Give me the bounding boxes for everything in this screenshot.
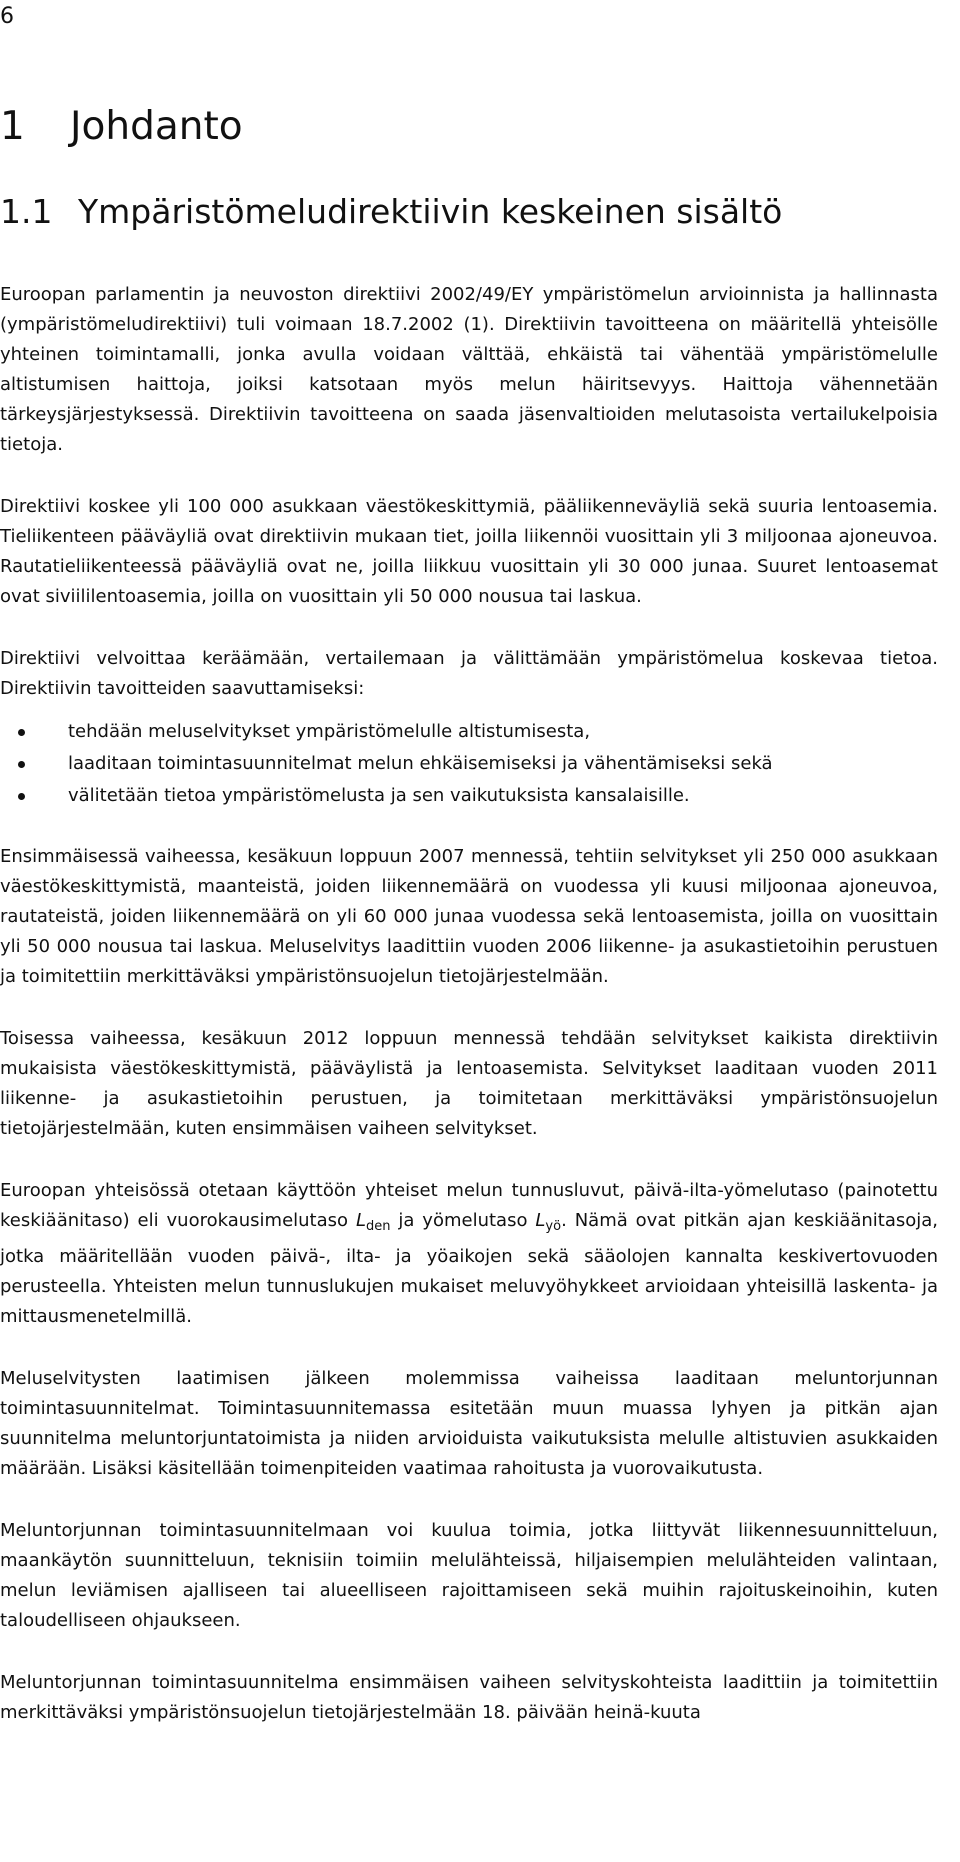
paragraph-first-phase: Ensimmäisessä vaiheessa, kesäkuun loppuun 2007 mennessä, tehtiin selvitykset yli 250 000 asukkaan väestökeskittymistä, maanteistä, joiden liikennemäärä on vuodessa yli kuusi miljoonaa ajoneuvoa, rautateistä, joiden liikennemäärä on yli 60 000 junaa vuodessa sekä lentoasemista, joilla on vuosittain yli 50 000 nousua tai laskua. Meluselvitys laadittiin vuoden 2006 liikenne- ja asukastietoihin perustuen ja toimitettiin merkittäväksi ympäristönsuojelun tietojärjestelmään. [0,846,938,987]
paragraph-directive-obligations: Direktiivi velvoittaa keräämään, vertailemaan ja välittämään ympäristömelua koskevaa tietoa. Direktiivin tavoitteiden saavuttamiseksi: [0,648,938,699]
chapter-number: 1 [0,104,25,149]
paragraph-action-plan-delivery: Meluntorjunnan toimintasuunnitelma ensimmäisen vaiheen selvityskohteista laadittiin ja toimitettiin merkittäväksi ympäristönsuojelun tietojärjestelmään 18. päivään heinä-kuuta [0,1672,938,1723]
chapter-title: Johdanto [70,104,243,149]
list-item-text: välitetään tietoa ympäristömelusta ja sen vaikutuksista kansalaisille. [68,785,690,806]
page-number: 6 [0,4,14,29]
paragraph-action-plans: Meluselvitysten laatimisen jälkeen molemmissa vaiheissa laaditaan meluntorjunnan toimintasuunnitelmat. Toimintasuunnitemassa esitetään muun muassa lyhyen ja pitkän ajan suunnitelma meluntorjuntatoimista ja niiden arvioiduista vaikutuksista melulle altistuvien asukkaiden määrään. Lisäksi käsitellään toimenpiteiden vaatimaa rahoitusta ja vuorovaikutusta. [0,1368,938,1479]
objectives-list [0,704,938,812]
indicator-text-part: ja yömelutaso [390,1210,536,1231]
paragraph-action-plan-measures: Meluntorjunnan toimintasuunnitelmaan voi kuulua toimia, jotka liittyvät liikennesuunnitteluun, maankäytön suunnitteluun, teknisiin toimiin melulähteissä, hiljaisempien melulähteiden valintaan, melun leviämisen ajalliseen tai alueelliseen rajoittamiseen sekä muihin rajoituskeinoihin, kuten taloudelliseen ohjaukseen. [0,1520,938,1631]
section-title: Ympäristömeludirektiivin keskeinen sisältö [78,192,783,231]
lden-symbol [355,1210,391,1234]
list-item [0,748,938,780]
lyo-letter: L [535,1210,546,1231]
body-text [0,280,938,1760]
paragraph-noise-indicators [0,1176,938,1332]
section-heading [0,192,782,232]
indicator-text-part: Euroopan yhteisössä otetaan käyttöön yhteiset melun tunnusluvut, päivä-ilta-yömelutaso (painotettu keskiäänitaso) eli vuorokausimelutaso [0,1180,938,1231]
list-item-text: tehdään meluselvitykset ympäristömelulle altistumisesta, [68,721,591,742]
list-item [0,780,938,812]
chapter-heading [0,104,243,150]
list-item-text: laaditaan toimintasuunnitelmat melun ehkäisemiseksi ja vähentämiseksi sekä [68,753,773,774]
list-item [0,716,938,748]
lyo-subscript: yö [545,1219,562,1234]
lden-letter: L [355,1210,366,1231]
bullet-icon [18,761,25,768]
section-number: 1.1 [0,192,53,231]
bullet-icon [18,793,25,800]
paragraph-directive-scope: Direktiivi koskee yli 100 000 asukkaan väestökeskittymiä, pääliikenneväyliä sekä suuria lentoasemia. Tieliikenteen pääväyliä ovat direktiivin mukaan tiet, joilla liikennöi vuosittain yli 3 miljoonaa ajoneuvoa. Rautatieliikenteessä pääväyliä ovat ne, joilla liikkuu vuosittain yli 30 000 junaa. Suuret lentoasemat ovat siviililentoasemia, joilla on vuosittain yli 50 000 nousua tai laskua. [0,496,938,607]
lyo-symbol [535,1210,562,1234]
lden-subscript: den [365,1219,391,1234]
paragraph-second-phase: Toisessa vaiheessa, kesäkuun 2012 loppuun mennessä tehdään selvitykset kaikista direktiivin mukaisista väestökeskittymistä, pääväylistä ja lentoasemista. Selvitykset laaditaan vuoden 2011 liikenne- ja asukastietoihin perustuen, ja toimitetaan merkittäväksi ympäristönsuojelun tietojärjestelmään, kuten ensimmäisen vaiheen selvitykset. [0,1028,938,1139]
paragraph-directive-intro: Euroopan parlamentin ja neuvoston direktiivi 2002/49/EY ympäristömelun arvioinnista ja hallinnasta (ympäristömeludirektiivi) tuli voimaan 18.7.2002 (1). Direktiivin tavoitteena on määritellä yhteisölle yhteinen toimintamalli, jonka avulla voidaan välttää, ehkäistä tai vähentää ympäristömelulle altistumisen haittoja, joiksi katsotaan myös melun häiritsevyys. Haittoja vähennetään tärkeysjärjestyksessä. Direktiivin tavoitteena on saada jäsenvaltioiden melutasoista vertailukelpoisia tietoja. [0,284,938,455]
bullet-icon [18,729,25,736]
indicator-text-part: . Nämä ovat pitkän ajan keskiäänitasoja, jotka määritellään vuoden päivä-, ilta- ja yöaikojen sekä sääolojen kannalta keskivertovuoden perusteella. Yhteisten melun tunnuslukujen mukaiset meluvyöhykkeet arvioidaan yhteisillä laskenta- ja mittausmenetelmillä. [0,1210,938,1327]
